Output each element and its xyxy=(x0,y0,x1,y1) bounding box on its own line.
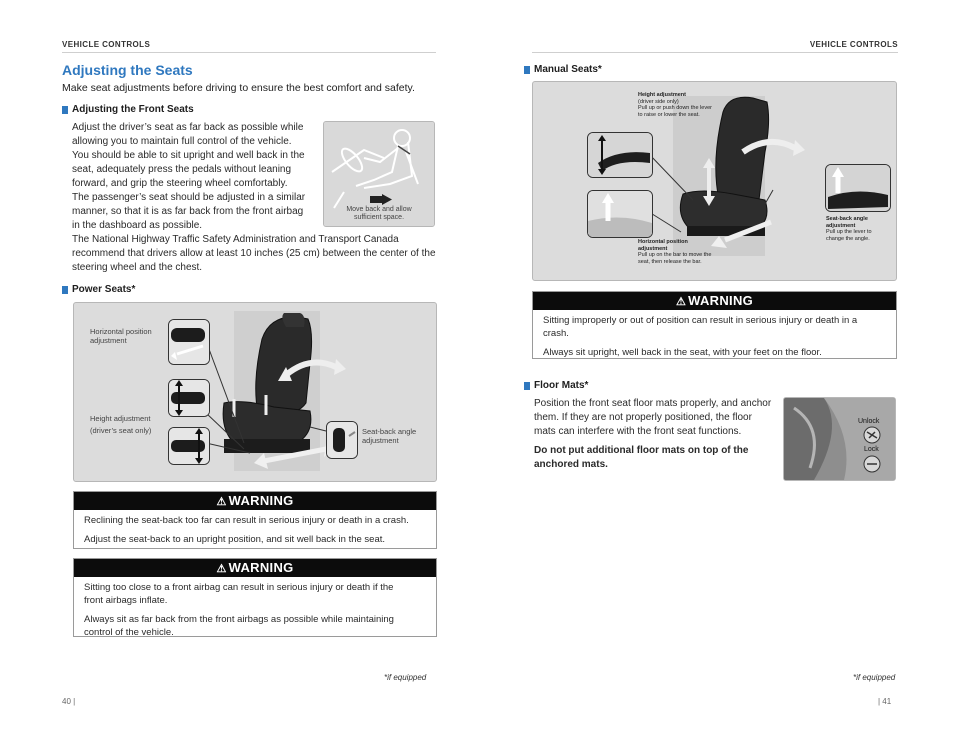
body-line: forward, and grip the steering wheel comfortably. xyxy=(72,178,288,189)
power-seats-figure xyxy=(73,302,437,482)
warning-line: Always sit upright, well back in the seat, with your feet on the floor. xyxy=(543,347,822,358)
driver-position-figure xyxy=(323,121,435,227)
running-head-right: VEHICLE CONTROLS xyxy=(809,40,898,49)
label-line: to raise or lower the seat. xyxy=(638,111,700,118)
body-line: The passenger’s seat should be adjusted in a similar xyxy=(72,192,306,203)
header-rule-right xyxy=(532,52,898,53)
label-height-adjustment xyxy=(90,413,151,437)
page-title: Adjusting the Seats xyxy=(62,62,193,78)
warning-triangle-icon: ⚠ xyxy=(216,496,227,508)
warning-box-position xyxy=(532,291,897,359)
section-marker-icon xyxy=(62,106,68,114)
figure-caption-line: sufficient space. xyxy=(353,214,405,221)
horizontal-bar-callout xyxy=(587,190,653,238)
warning-triangle-icon: ⚠ xyxy=(216,563,227,575)
warning-title: WARNING xyxy=(228,560,294,575)
body-line: manner, so that it is as far back from the front airbag xyxy=(72,206,304,217)
seatback-switch-callout xyxy=(326,421,358,459)
power-seats-heading-label: Power Seats* xyxy=(72,284,136,295)
height-lever-callout xyxy=(587,132,653,178)
body-line: You should be able to sit upright and well back in the xyxy=(72,150,305,161)
label-line: Pull up the lever to xyxy=(826,229,872,235)
floor-mats-p1 xyxy=(534,397,784,439)
section-marker-icon xyxy=(524,382,530,390)
running-head-left: VEHICLE CONTROLS xyxy=(62,40,151,49)
warning-line: control of the vehicle. xyxy=(84,627,174,638)
nhtsa-paragraph xyxy=(72,233,437,275)
height-front-switch-callout xyxy=(168,427,210,465)
height-front-switch-icon xyxy=(169,428,209,464)
page-number-right: | 41 xyxy=(878,697,892,706)
label-line: Pull up or push down the lever xyxy=(638,105,712,111)
seatback-switch-icon xyxy=(327,422,357,458)
warning-text xyxy=(74,510,436,556)
horizontal-bar-icon xyxy=(588,191,652,237)
warning-box-recline xyxy=(73,491,437,549)
label-height-adjustment xyxy=(638,92,712,118)
warning-paragraph xyxy=(84,581,426,607)
label-line: adjustment xyxy=(362,436,399,445)
label-title: adjustment xyxy=(638,245,668,252)
label-horizontal-position xyxy=(638,239,711,265)
warning-line: front airbags inflate. xyxy=(84,595,168,606)
body-line: recommend that drivers allow at least 10 inches (25 cm) between the center of the xyxy=(72,248,436,259)
warning-line: Adjust the seat-back to an upright position, and sit well back in the seat. xyxy=(84,534,386,545)
label-line: change the angle. xyxy=(826,235,870,242)
floor-mats-paragraph xyxy=(534,397,784,477)
floor-mats-heading-label: Floor Mats* xyxy=(534,380,589,391)
warning-header xyxy=(74,492,436,510)
height-lever-icon xyxy=(588,133,652,177)
label-line: Horizontal position xyxy=(90,327,152,336)
seatback-lever-callout xyxy=(825,164,891,212)
label-title: adjustment xyxy=(826,222,856,229)
section-marker-icon xyxy=(524,66,530,74)
label-line: Height adjustment xyxy=(90,414,151,423)
body-line: allowing you to maintain full control of the vehicle. xyxy=(72,136,292,147)
label-line: adjustment xyxy=(90,336,127,345)
label-seatback-angle xyxy=(362,427,416,445)
label-title: Seat-back angle xyxy=(826,216,868,222)
warning-line: Always sit as far back from the front airbags as possible while maintaining xyxy=(84,614,394,625)
power-seats-heading xyxy=(62,284,135,295)
warning-header xyxy=(74,559,436,577)
warning-line: Sitting too close to a front airbag can result in serious injury or death if the xyxy=(84,582,394,593)
header-rule-left xyxy=(62,52,436,53)
horizontal-switch-callout xyxy=(168,319,210,365)
seatback-lever-icon xyxy=(826,165,890,211)
floor-mat-anchor-figure xyxy=(783,397,896,481)
page-number-left: 40 | xyxy=(62,697,76,706)
warning-paragraph xyxy=(84,613,426,639)
manual-seats-heading-label: Manual Seats* xyxy=(534,64,602,75)
warning-text xyxy=(74,577,436,649)
floor-mats-heading xyxy=(524,380,588,391)
front-seats-paragraph xyxy=(72,121,312,233)
body-line: Position the front seat floor mats properly, and anchor xyxy=(534,398,772,409)
label-seatback-angle xyxy=(826,216,872,242)
body-line: them. If they are not properly positioned, the floor xyxy=(534,412,752,423)
body-line: seat, adequately press the pedals without leaning xyxy=(72,164,292,175)
label-lock: Lock xyxy=(864,446,879,453)
label-title: Height adjustment xyxy=(638,92,686,98)
manual-seats-figure xyxy=(532,81,897,281)
footnote-right: *if equipped xyxy=(853,673,896,682)
front-seats-heading xyxy=(62,104,194,115)
body-line: anchored mats. xyxy=(534,459,608,470)
warning-line: Sitting improperly or out of position can result in serious injury or death in a xyxy=(543,315,858,326)
body-line: Do not put additional floor mats on top of the xyxy=(534,445,749,456)
warning-paragraph xyxy=(543,314,886,340)
warning-triangle-icon: ⚠ xyxy=(675,296,687,308)
lead-text: Make seat adjustments before driving to ensure the best comfort and safety. xyxy=(62,82,415,94)
figure-caption-line: Move back and allow xyxy=(346,206,412,213)
right-page xyxy=(480,0,960,750)
body-line: mats can interfere with the front seat functions. xyxy=(534,426,742,437)
height-switch-callout xyxy=(168,379,210,417)
footnote-left: *if equipped xyxy=(384,673,427,682)
body-line: in the dashboard as possible. xyxy=(72,220,203,231)
figure-caption xyxy=(324,206,434,222)
label-title: Horizontal position xyxy=(638,239,688,245)
label-line: seat, then release the bar. xyxy=(638,258,702,265)
section-marker-icon xyxy=(62,286,68,294)
floor-mat-anchor-photo xyxy=(784,398,895,480)
body-line: steering wheel and the chest. xyxy=(72,262,203,273)
warning-line: Reclining the seat-back too far can result in serious injury or death in a crash. xyxy=(84,515,409,526)
label-line: (driver’s seat only) xyxy=(90,426,152,435)
height-switch-icon xyxy=(169,380,209,416)
warning-title: WARNING xyxy=(228,493,294,508)
body-line: Adjust the driver’s seat as far back as possible while xyxy=(72,122,304,133)
floor-mats-p2 xyxy=(534,444,784,472)
horizontal-switch-icon xyxy=(169,320,209,364)
warning-title: WARNING xyxy=(688,293,754,308)
label-unlock: Unlock xyxy=(858,418,880,425)
warning-box-airbag xyxy=(73,558,437,637)
manual-seats-heading xyxy=(524,64,602,75)
front-seats-heading-label: Adjusting the Front Seats xyxy=(72,104,194,115)
body-line: The National Highway Traffic Safety Administration and Transport Canada xyxy=(72,234,399,245)
label-line: (driver side only) xyxy=(638,98,679,105)
warning-text xyxy=(533,310,896,369)
label-line: Pull up on the bar to move the xyxy=(638,252,712,258)
warning-header xyxy=(533,292,896,310)
warning-line: crash. xyxy=(543,328,569,339)
label-horizontal-position xyxy=(90,327,152,345)
label-line: Seat-back angle xyxy=(362,427,417,436)
